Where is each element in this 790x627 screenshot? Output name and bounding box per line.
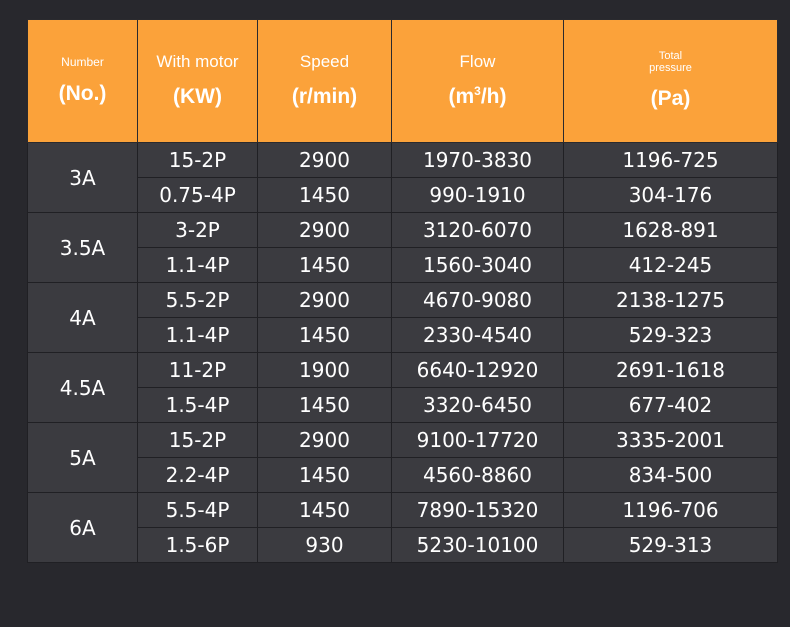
cell-pressure: 834-500 [564,458,778,493]
cell-pressure: 304-176 [564,178,778,213]
cell-pressure: 2691-1618 [564,353,778,388]
cell-flow: 6640-12920 [392,353,564,388]
cell-pressure: 1196-725 [564,143,778,178]
cell-pressure: 529-323 [564,318,778,353]
cell-flow: 9100-17720 [392,423,564,458]
table-row [28,283,778,318]
table-row [28,143,778,178]
cell-motor: 15-2P [138,143,258,178]
cell-motor: 1.1-4P [138,318,258,353]
cell-speed: 2900 [258,283,392,318]
cell-pressure: 1628-891 [564,213,778,248]
table-row [28,493,778,528]
header-flow-unit [392,84,563,109]
cell-pressure: 529-313 [564,528,778,563]
cell-flow: 3120-6070 [392,213,564,248]
cell-number: 3A [28,143,138,213]
cell-flow: 1970-3830 [392,143,564,178]
table-row [28,178,778,213]
header-flow-unit-prefix: (m [448,85,475,109]
cell-motor: 15-2P [138,423,258,458]
cell-speed: 2900 [258,423,392,458]
spec-table-container [27,19,777,563]
cell-speed: 2900 [258,143,392,178]
cell-speed: 1450 [258,493,392,528]
header-motor-label: With motor [156,52,239,72]
table-body [28,143,778,563]
cell-speed: 930 [258,528,392,563]
header-speed-label: Speed [299,52,350,72]
cell-pressure: 677-402 [564,388,778,423]
fan-spec-table [27,19,778,563]
cell-flow: 990-1910 [392,178,564,213]
cell-number: 3.5A [28,213,138,283]
cell-number: 4.5A [28,353,138,423]
cell-flow: 2330-4540 [392,318,564,353]
cell-flow: 7890-15320 [392,493,564,528]
cell-number: 6A [28,493,138,563]
cell-motor: 1.5-4P [138,388,258,423]
header-number-label: Number [61,54,104,69]
header-flow-label: Flow [459,51,496,71]
cell-number: 4A [28,283,138,353]
cell-motor: 11-2P [138,353,258,388]
header-number-unit: (No.) [58,82,107,106]
cell-motor: 2.2-4P [138,458,258,493]
header-pressure-label-2: pressure [649,62,692,74]
header-number [28,20,138,143]
cell-flow: 3320-6450 [392,388,564,423]
header-flow-unit-sup: 3 [474,84,481,99]
header-flow-unit-suffix: /h) [480,85,507,109]
cell-speed: 1450 [258,388,392,423]
table-row [28,248,778,283]
header-motor-unit: (KW) [173,84,222,108]
header-pressure-unit: (Pa) [650,86,691,110]
cell-speed: 1450 [258,318,392,353]
cell-flow: 5230-10100 [392,528,564,563]
header-pressure-label-1: Total [658,50,683,63]
table-row [28,353,778,388]
table-row [28,213,778,248]
table-row [28,318,778,353]
header-motor [138,20,258,143]
cell-speed: 1450 [258,248,392,283]
cell-number: 5A [28,423,138,493]
cell-speed: 2900 [258,213,392,248]
cell-flow: 4670-9080 [392,283,564,318]
cell-motor: 1.5-6P [138,528,258,563]
cell-motor: 5.5-4P [138,493,258,528]
cell-speed: 1450 [258,458,392,493]
table-row [28,423,778,458]
cell-pressure: 2138-1275 [564,283,778,318]
cell-motor: 3-2P [138,213,258,248]
cell-flow: 1560-3040 [392,248,564,283]
cell-motor: 0.75-4P [138,178,258,213]
cell-motor: 1.1-4P [138,248,258,283]
header-pressure [564,20,778,143]
header-speed-unit: (r/min) [291,84,358,108]
table-row [28,458,778,493]
header-speed [258,20,392,143]
cell-speed: 1900 [258,353,392,388]
table-row [28,388,778,423]
header-row [28,20,778,143]
table-row [28,528,778,563]
cell-speed: 1450 [258,178,392,213]
cell-pressure: 1196-706 [564,493,778,528]
cell-pressure: 3335-2001 [564,423,778,458]
cell-pressure: 412-245 [564,248,778,283]
header-flow [392,20,564,143]
cell-motor: 5.5-2P [138,283,258,318]
cell-flow: 4560-8860 [392,458,564,493]
